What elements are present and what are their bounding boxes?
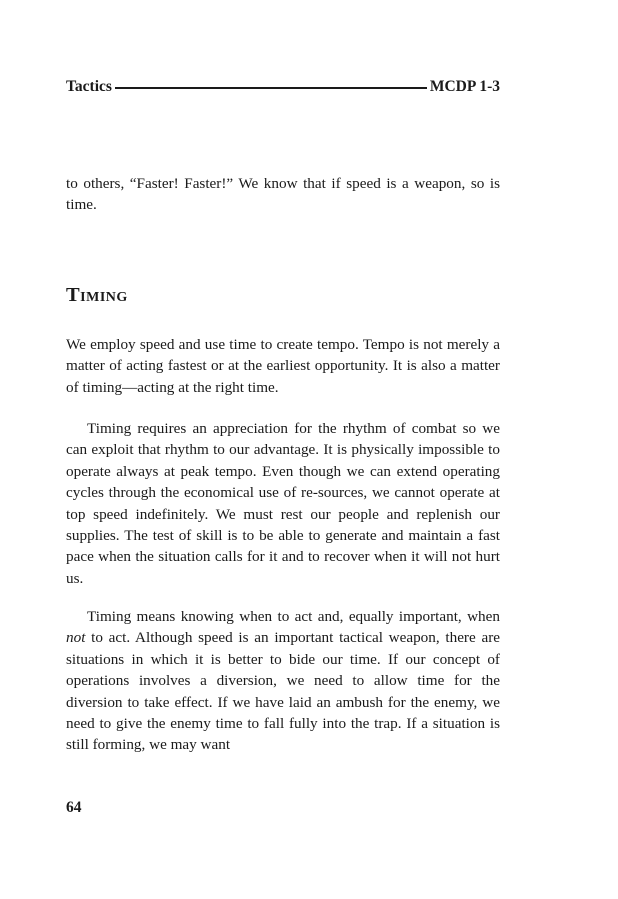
header-rule (115, 87, 427, 89)
continuation-paragraph: to others, “Faster! Faster!” We know that if speed is a weapon, so is time. (66, 175, 500, 214)
paragraph-1: We employ speed and use time to create tempo. Tempo is not merely a matter of acting fastest or at the earliest opportunity. It is also a matter of timing—acting at the right time. (66, 336, 500, 396)
paragraph-3 (66, 606, 500, 756)
paragraph-2: Timing requires an appreciation for the rhythm of combat so we can exploit that rhythm to our advantage. It is physically impossible to operate always at peak tempo. Even though we can extend operating cycles through the economical use of re-sources, we cannot operate at top speed indefinitely. We must rest our people and replenish our supplies. The test of skill is to be able to generate and maintain a fast pace when the situation calls for it and to recover when it will not hurt us. (66, 420, 500, 587)
page-number: 64 (66, 799, 82, 816)
paragraph-3-start: Timing means knowing when to act and, equally important, when (87, 608, 500, 625)
running-header (66, 78, 500, 96)
section-heading: Timing (66, 284, 128, 306)
header-document-id: MCDP 1-3 (429, 78, 500, 95)
paragraph-3-emphasis: not (66, 629, 86, 647)
paragraph-3-end: to act. Although speed is an important tactical weapon, there are situations in which it is better to bide our time. If our concept of operations involves a diversion, we need to allow time for the diversion to take effect. If we have laid an ambush for the enemy, we need to give the enemy time to fall fully into the trap. If a situation is still forming, we may want (66, 629, 500, 754)
header-title: Tactics (66, 78, 112, 95)
